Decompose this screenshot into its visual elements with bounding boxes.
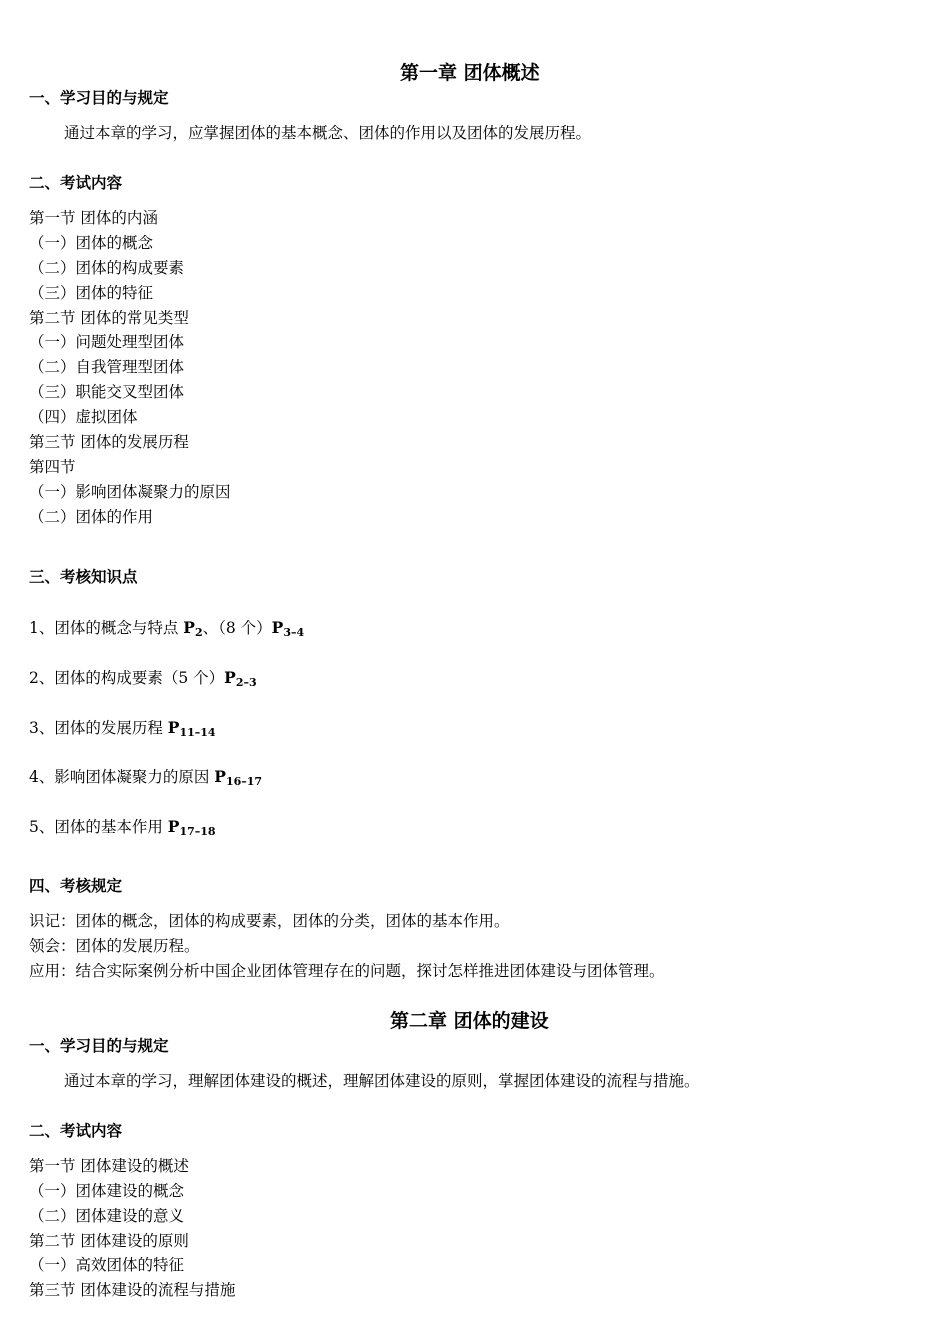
ch1-section3-heading: 三、考核知识点 <box>29 568 138 586</box>
assessment-rule: 领会：团体的发展历程。 <box>29 937 200 955</box>
assessment-rule: 识记：团体的概念，团体的构成要素，团体的分类，团体的基本作用。 <box>29 912 510 930</box>
knowledge-point: 2、团体的构成要素（5 个）$P_{2-3}$ <box>29 668 257 689</box>
knowledge-point: 4、影响团体凝聚力的原因 $P_{16-17}$ <box>29 767 263 788</box>
knowledge-point: 3、团体的发展历程 $P_{11-14}$ <box>29 718 216 739</box>
ch1-outline-item: 第二节 团体的常见类型 <box>29 309 189 327</box>
ch1-section1-heading: 一、学习目的与规定 <box>29 89 169 107</box>
ch1-section4-heading: 四、考核规定 <box>29 877 123 895</box>
ch2-outline-item: 第三节 团体建设的流程与措施 <box>29 1281 236 1299</box>
assessment-rule: 应用：结合实际案例分析中国企业团体管理存在的问题，探讨怎样推进团体建设与团体管理。 <box>29 962 665 980</box>
chapter1-title: 第一章 团体概述 <box>400 62 540 84</box>
ch2-section2-heading: 二、考试内容 <box>29 1122 123 1140</box>
ch1-outline-item: （一）团体的概念 <box>29 234 154 252</box>
ch1-outline-item: （一）问题处理型团体 <box>29 333 185 351</box>
ch2-section1-heading: 一、学习目的与规定 <box>29 1037 169 1055</box>
ch1-outline-item: （三）团体的特征 <box>29 284 154 302</box>
ch1-outline-item: （一）影响团体凝聚力的原因 <box>29 483 231 501</box>
ch2-outline-item: （一）团体建设的概念 <box>29 1182 185 1200</box>
ch1-outline-item: （四）虚拟团体 <box>29 408 138 426</box>
ch1-outline-item: 第四节 <box>29 458 76 476</box>
ch1-section2-heading: 二、考试内容 <box>29 174 123 192</box>
ch2-outline-item: 第一节 团体建设的概述 <box>29 1157 189 1175</box>
ch1-outline-item: 第一节 团体的内涵 <box>29 209 158 227</box>
chapter2-title: 第二章 团体的建设 <box>390 1010 549 1032</box>
knowledge-point: 1、团体的概念与特点 $P_2$、（8 个）$P_{3-4}$ <box>29 618 305 639</box>
ch2-section1-text: 通过本章的学习，理解团体建设的概述，理解团体建设的原则，掌握团体建设的流程与措施。 <box>64 1072 700 1090</box>
ch1-outline-item: （二）团体的作用 <box>29 508 154 526</box>
ch1-outline-item: （二）团体的构成要素 <box>29 259 185 277</box>
ch1-section1-text: 通过本章的学习，应掌握团体的基本概念、团体的作用以及团体的发展历程。 <box>64 124 592 142</box>
ch2-outline-item: （二）团体建设的意义 <box>29 1207 185 1225</box>
ch1-outline-item: （二）自我管理型团体 <box>29 358 185 376</box>
ch1-outline-item: 第三节 团体的发展历程 <box>29 433 189 451</box>
knowledge-point: 5、团体的基本作用 $P_{17-18}$ <box>29 817 216 838</box>
ch2-outline-item: 第二节 团体建设的原则 <box>29 1232 189 1250</box>
ch2-outline-item: （一）高效团体的特征 <box>29 1256 185 1274</box>
ch1-outline-item: （三）职能交叉型团体 <box>29 383 185 401</box>
